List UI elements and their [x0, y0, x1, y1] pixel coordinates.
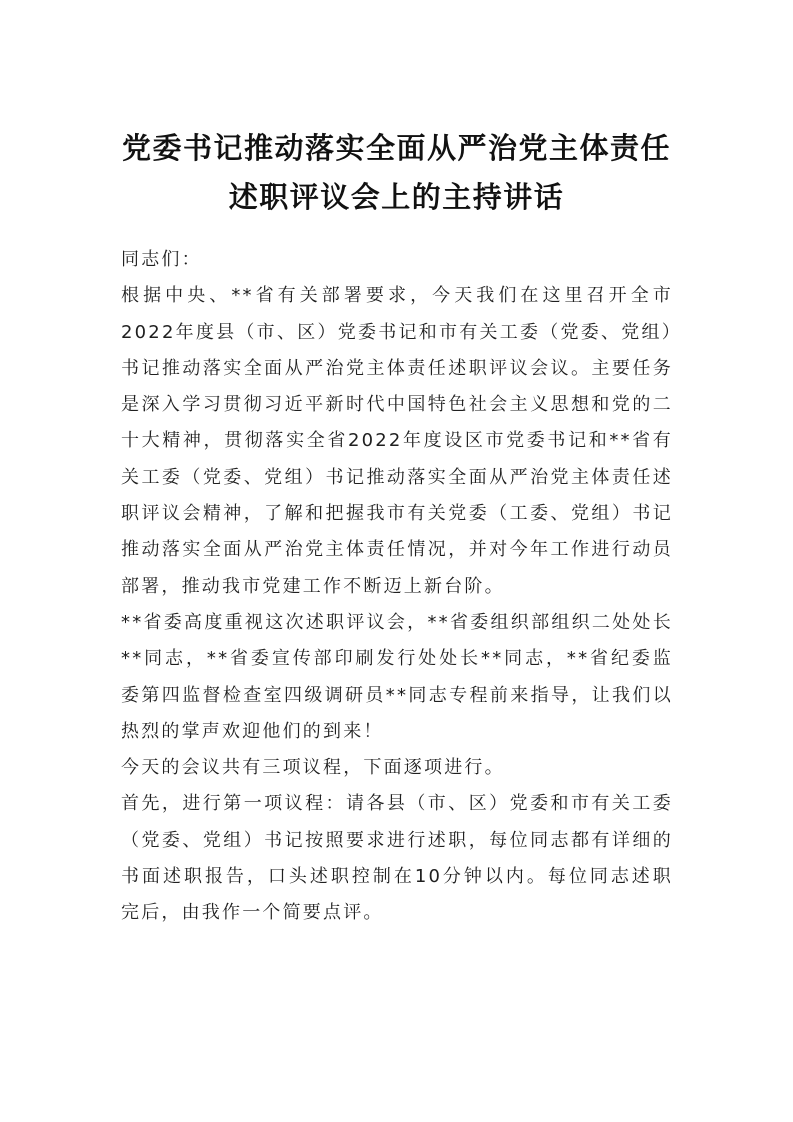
paragraph: 今天的会议共有三项议程，下面逐项进行。 — [121, 757, 505, 779]
paragraph: 首先，进行第一项议程：请各县（市、区）党委和市有关工委（党委、党组）书记按照要求进行述职，每位同志都有详细的书面述职报告，口头述职控制在10分钟以内。每位同志述职完后，由我作一个简要点评。 — [121, 793, 673, 924]
document-title-line-2: 述职评议会上的主持讲话 — [228, 180, 565, 214]
paragraph: 根据中央、**省有关部署要求，今天我们在这里召开全市2022年度县（市、区）党委书记和市有关工委（党委、党组）书记推动落实全面从严治党主体责任述职评议会议。主要任务是深入学习贯彻习近平新时代中国特色社会主义思想和党的二十大精神，贯彻落实全省2022年度设区市党委书记和**省有关工委（党委、党组）书记推动落实全面从严治党主体责任述职评议会精神，了解和把握我市有关党委（工委、党组）书记推动落实全面从严治党主体责任情况，并对今年工作进行动员部署，推动我市党建工作不断迈上新台阶。 — [121, 285, 673, 597]
salutation: 同志们： — [121, 249, 202, 270]
paragraph: **省委高度重视这次述职评议会，**省委组织部组织二处处长**同志，**省委宣传部印刷发行处处长**同志，**省纪委监委第四监督检查室四级调研员**同志专程前来指导，让我们以热烈的掌声欢迎他们的到来！ — [121, 611, 673, 742]
document-body — [121, 242, 673, 932]
document-title-line-1: 党委书记推动落实全面从严治党主体责任 — [121, 131, 671, 165]
